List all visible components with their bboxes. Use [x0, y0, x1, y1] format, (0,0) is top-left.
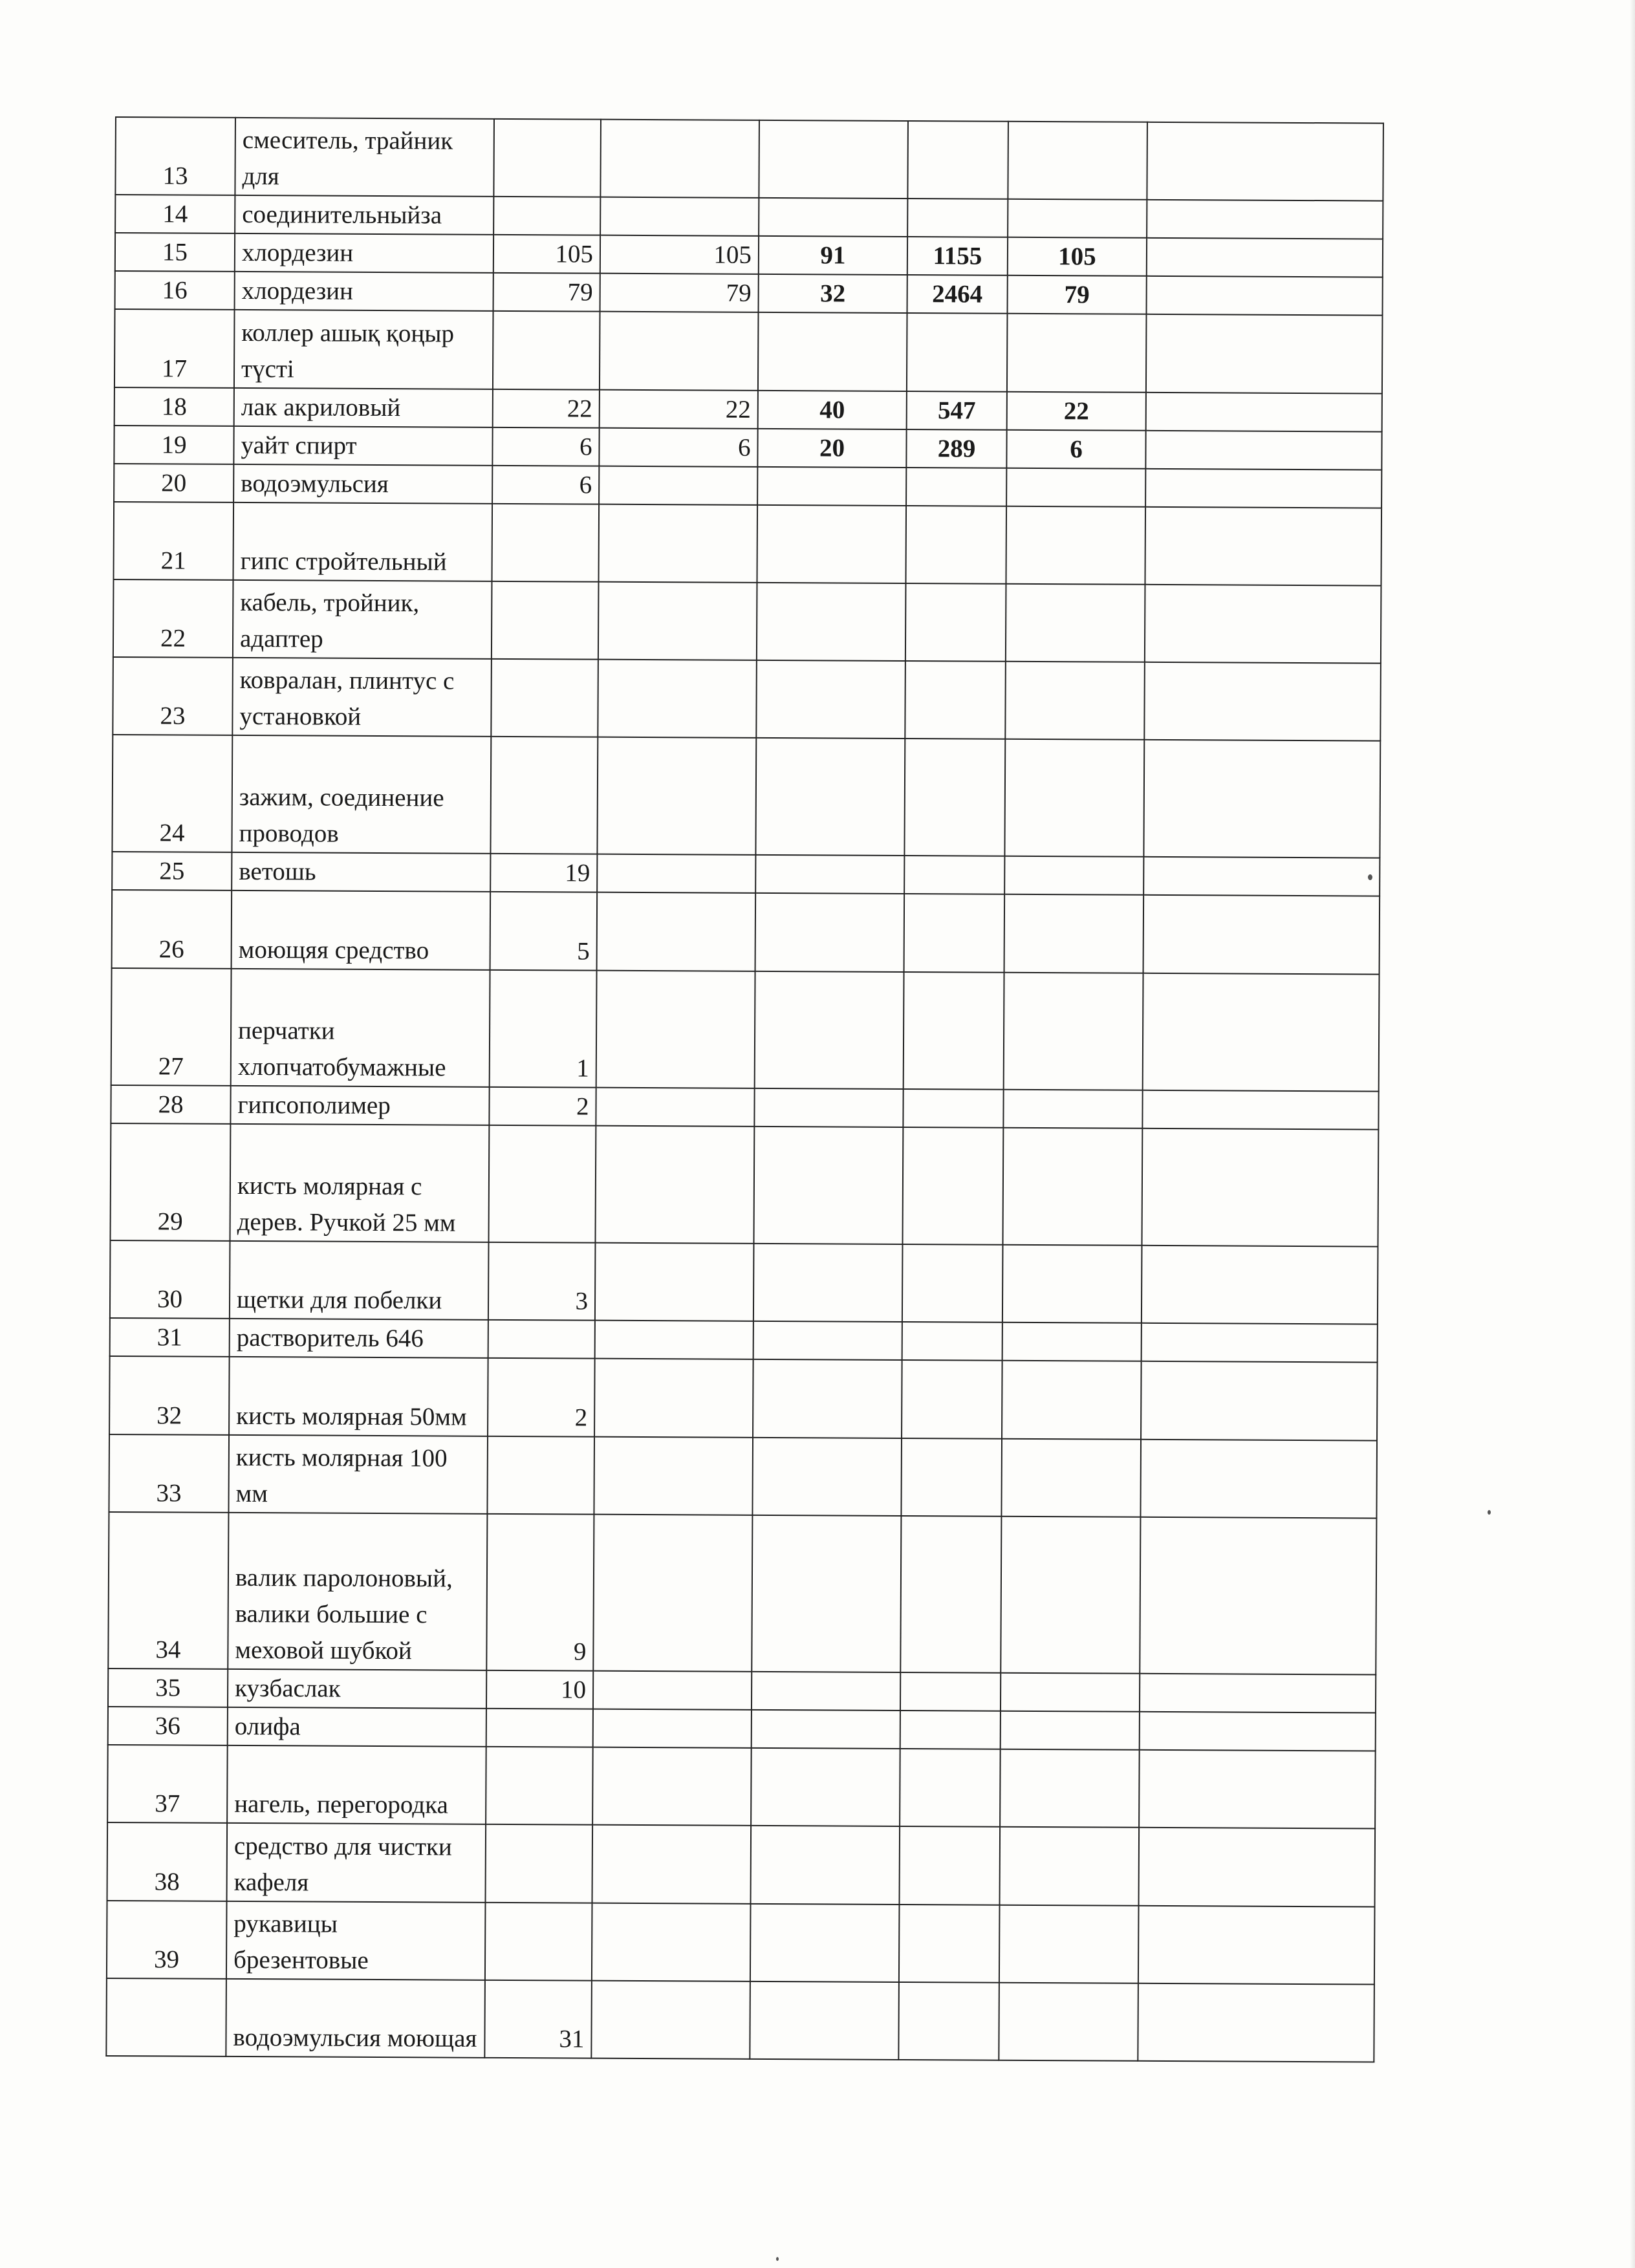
row-number-cell: 36: [108, 1707, 228, 1745]
value-cell-c1: [487, 1436, 594, 1514]
table-row: [108, 1669, 1376, 1713]
value-cell-c5: [1006, 468, 1145, 506]
row-number-cell: 37: [107, 1745, 228, 1823]
value-cell-c4: [902, 1127, 1003, 1245]
value-cell-c6: [1146, 392, 1382, 431]
value-cell-c5: [1005, 662, 1145, 740]
value-cell-c2: [594, 1359, 753, 1437]
table-row: [112, 735, 1380, 858]
value-cell-c1: 9: [486, 1514, 594, 1671]
value-cell-c1: [486, 1824, 593, 1903]
value-cell-c1: 105: [493, 235, 600, 274]
table-row: [110, 1240, 1378, 1324]
row-number-cell: 26: [112, 890, 232, 968]
value-cell-c2: [600, 312, 759, 390]
value-cell-c4: [899, 1904, 1000, 1982]
table-row: [112, 852, 1380, 896]
value-cell-c5: [1001, 1711, 1140, 1750]
table-row: [107, 1745, 1376, 1829]
value-cell-c3: [750, 1903, 900, 1982]
row-number-cell: 18: [114, 387, 234, 426]
item-name-cell: гипс стройтельный: [233, 502, 492, 581]
item-name-cell: коллер ашық қоңыр түсті: [234, 310, 493, 389]
row-number-cell: [106, 1978, 226, 2057]
value-cell-c2: [596, 970, 755, 1088]
value-cell-c6: [1138, 1983, 1374, 2062]
value-cell-c3: [755, 893, 905, 971]
value-cell-c2: [592, 1903, 751, 1981]
row-number-cell: 27: [111, 968, 232, 1086]
row-number-cell: 22: [113, 579, 233, 658]
value-cell-c1: 10: [486, 1670, 593, 1709]
value-cell-c5: [1002, 1245, 1142, 1323]
value-cell-c3: [750, 1982, 899, 2060]
value-cell-c3: [756, 660, 905, 739]
value-cell-c5: 6: [1006, 429, 1145, 468]
value-cell-c3: [755, 855, 904, 894]
scan-speck: [1368, 874, 1372, 880]
value-cell-c2: [593, 1514, 752, 1672]
value-cell-c4: [900, 1826, 1001, 1905]
value-cell-c6: [1142, 1323, 1378, 1363]
row-number-cell: 25: [112, 852, 232, 891]
table-row: [114, 464, 1381, 508]
value-cell-c1: 1: [490, 969, 597, 1087]
value-cell-c5: [1003, 1090, 1142, 1129]
table-body: [106, 117, 1383, 2062]
item-name-cell: ковралан, плинтус с установкой: [232, 658, 492, 737]
value-cell-c5: [1008, 122, 1147, 200]
value-cell-c2: [598, 660, 757, 738]
value-cell-c4: [904, 894, 1005, 972]
value-cell-c3: 32: [759, 274, 907, 313]
value-cell-c5: [1000, 1827, 1140, 1905]
value-cell-c1: [492, 504, 599, 582]
value-cell-c3: [757, 583, 906, 661]
row-number-cell: 35: [108, 1669, 228, 1707]
row-number-cell: 28: [111, 1085, 230, 1124]
value-cell-c6: [1146, 314, 1383, 393]
value-cell-c3: [754, 1088, 903, 1127]
value-cell-c3: [758, 312, 907, 391]
value-cell-c2: [595, 1243, 754, 1321]
value-cell-c3: [755, 971, 904, 1088]
value-cell-c3: 40: [758, 390, 907, 429]
value-cell-c3: 20: [757, 428, 906, 467]
item-name-cell: нагель, перегородка: [227, 1745, 486, 1824]
value-cell-c4: [905, 506, 1006, 584]
value-cell-c5: [999, 1982, 1138, 2060]
table-row: [111, 968, 1380, 1092]
table-row: [115, 233, 1383, 277]
value-cell-c2: [597, 892, 756, 971]
value-cell-c1: 3: [488, 1242, 596, 1321]
item-name-cell: водоэмульсия моющая: [226, 1979, 485, 2058]
scan-speck: [776, 2257, 779, 2261]
row-number-cell: 20: [114, 464, 233, 502]
value-cell-c4: [902, 1244, 1003, 1323]
value-cell-c2: [598, 582, 757, 660]
item-name-cell: валик паролоновый, валики большие с меховой шубкой: [228, 1513, 487, 1670]
item-name-cell: ветошь: [232, 852, 490, 892]
value-cell-c6: [1142, 1246, 1378, 1324]
value-cell-c6: [1142, 1129, 1378, 1247]
value-cell-c2: [596, 1088, 754, 1127]
item-name-cell: перчатки хлопчатобумажные: [231, 969, 490, 1087]
value-cell-c2: [593, 1671, 752, 1710]
item-name-cell: хлордезин: [235, 233, 493, 273]
value-cell-c2: 6: [599, 427, 757, 466]
value-cell-c5: [1002, 1323, 1142, 1361]
value-cell-c6: [1140, 1517, 1376, 1674]
value-cell-c6: [1147, 238, 1383, 277]
value-cell-c5: [1007, 314, 1147, 392]
value-cell-c3: [759, 120, 908, 199]
value-cell-c4: [904, 972, 1004, 1090]
value-cell-c4: [904, 856, 1004, 894]
value-cell-c2: [595, 1126, 754, 1244]
value-cell-c5: 22: [1007, 391, 1146, 430]
value-cell-c3: 91: [759, 236, 907, 275]
value-cell-c4: [900, 1516, 1001, 1673]
value-cell-c5: [1006, 584, 1145, 662]
value-cell-c6: [1147, 122, 1383, 201]
value-cell-c2: [592, 1747, 752, 1826]
scan-edge: [1630, 0, 1635, 2268]
value-cell-c1: 79: [493, 273, 600, 312]
value-cell-c5: 105: [1008, 237, 1147, 276]
value-cell-c6: [1139, 1828, 1376, 1906]
row-number-cell: 38: [107, 1822, 228, 1901]
value-cell-c1: 2: [489, 1087, 596, 1126]
value-cell-c4: [906, 468, 1006, 506]
value-cell-c4: [900, 1749, 1001, 1827]
value-cell-c6: [1147, 200, 1383, 239]
value-cell-c4: [900, 1711, 1001, 1749]
item-name-cell: соединительныйза: [235, 195, 493, 235]
table-row: [111, 1085, 1378, 1130]
value-cell-c6: [1141, 1361, 1378, 1440]
value-cell-c1: 19: [490, 854, 597, 892]
value-cell-c2: [598, 504, 757, 582]
value-cell-c6: [1139, 1750, 1376, 1829]
value-cell-c2: [592, 1825, 752, 1903]
value-cell-c5: [1001, 1516, 1140, 1673]
item-name-cell: зажим, соединение проводов: [232, 735, 491, 854]
item-name-cell: уайт спирт: [233, 426, 492, 465]
table-row: [111, 1123, 1379, 1247]
item-name-cell: олифа: [228, 1707, 486, 1747]
value-cell-c5: [1000, 1749, 1140, 1828]
value-cell-c4: [901, 1438, 1002, 1517]
value-cell-c2: [599, 466, 757, 504]
value-cell-c1: 5: [490, 892, 598, 970]
row-number-cell: 34: [108, 1512, 228, 1669]
value-cell-c6: [1142, 1090, 1378, 1130]
table-row: [107, 1822, 1376, 1906]
value-cell-c4: 1155: [907, 237, 1008, 275]
value-cell-c1: [488, 1320, 595, 1359]
row-number-cell: 30: [110, 1240, 230, 1319]
row-number-cell: 19: [114, 426, 233, 464]
table-row: [109, 1356, 1378, 1440]
value-cell-c6: [1140, 1712, 1376, 1751]
table-row: [109, 1434, 1377, 1518]
value-cell-c5: 79: [1008, 275, 1147, 314]
value-cell-c5: [1004, 894, 1144, 973]
value-cell-c1: 2: [488, 1358, 595, 1436]
value-cell-c2: [597, 854, 755, 893]
value-cell-c2: [595, 1321, 753, 1359]
value-cell-c3: [752, 1672, 900, 1711]
row-number-cell: 15: [115, 233, 235, 272]
row-number-cell: 23: [113, 657, 233, 735]
table-row: [115, 195, 1383, 239]
value-cell-c4: [907, 121, 1008, 199]
value-cell-c3: [753, 1244, 903, 1322]
value-cell-c6: [1145, 430, 1381, 470]
table-row: [115, 271, 1383, 316]
item-name-cell: кисть молярная с дерев. Ручкой 25 мм: [230, 1124, 490, 1242]
value-cell-c1: [486, 1747, 593, 1825]
value-cell-c5: [1004, 739, 1144, 857]
value-cell-c6: [1140, 1439, 1377, 1518]
value-cell-c6: [1147, 276, 1383, 316]
value-cell-c1: [493, 311, 600, 389]
item-name-cell: моющяя средство: [232, 891, 491, 969]
item-name-cell: кабель, тройник, адаптер: [233, 580, 492, 659]
row-number-cell: 31: [110, 1318, 230, 1357]
value-cell-c4: [903, 1089, 1003, 1128]
value-cell-c5: [1001, 1673, 1140, 1712]
value-cell-c5: [1008, 199, 1147, 238]
value-cell-c6: [1145, 585, 1381, 664]
value-cell-c3: [753, 1359, 902, 1438]
item-name-cell: кисть молярная 100 мм: [228, 1434, 488, 1513]
table-row: [113, 657, 1381, 741]
value-cell-c5: [999, 1905, 1139, 1983]
value-cell-c3: [751, 1748, 900, 1826]
table-row: [114, 502, 1382, 586]
item-name-cell: средство для чистки кафеля: [227, 1823, 486, 1902]
table-row: [113, 579, 1381, 664]
value-cell-c4: [904, 739, 1005, 856]
item-name-cell: щетки для побелки: [230, 1241, 489, 1320]
value-cell-c6: [1144, 662, 1381, 741]
value-cell-c1: [490, 737, 598, 854]
value-cell-c5: [1004, 972, 1143, 1090]
value-cell-c1: 6: [492, 465, 599, 504]
row-number-cell: 33: [109, 1434, 229, 1513]
value-cell-c6: [1138, 1905, 1375, 1984]
value-cell-c1: [491, 659, 598, 737]
value-cell-c1: [485, 1902, 592, 1980]
table-row: [107, 1900, 1375, 1984]
item-name-cell: гипсополимер: [230, 1086, 489, 1125]
value-cell-c2: [591, 1980, 750, 2059]
row-number-cell: 39: [107, 1900, 227, 1978]
value-cell-c3: [753, 1127, 903, 1244]
table-row: [110, 1318, 1378, 1363]
value-cell-c3: [757, 505, 906, 583]
value-cell-c3: [752, 1710, 900, 1749]
row-number-cell: 14: [115, 195, 235, 233]
row-number-cell: 24: [112, 735, 232, 852]
value-cell-c5: [1004, 856, 1143, 895]
value-cell-c4: [898, 1982, 999, 2060]
row-number-cell: 16: [115, 271, 235, 310]
value-cell-c5: [1006, 506, 1145, 584]
value-cell-c5: [1002, 1361, 1142, 1439]
scan-speck: [1488, 1510, 1491, 1515]
value-cell-c2: [600, 197, 759, 236]
value-cell-c4: [905, 661, 1006, 739]
value-cell-c6: [1143, 895, 1380, 974]
item-name-cell: растворитель 646: [230, 1319, 488, 1358]
value-cell-c6: [1145, 506, 1381, 585]
value-cell-c1: [488, 1125, 596, 1243]
value-cell-c4: 547: [907, 391, 1007, 429]
value-cell-c1: 31: [484, 1980, 592, 2058]
table-row: [108, 1512, 1376, 1675]
value-cell-c3: [752, 1515, 901, 1672]
value-cell-c6: [1143, 973, 1380, 1091]
item-name-cell: лак акриловый: [234, 387, 493, 427]
table-row: [115, 117, 1383, 201]
value-cell-c1: [493, 119, 601, 197]
item-name-cell: водоэмульсия: [233, 464, 492, 504]
value-cell-c6: [1140, 1674, 1376, 1713]
value-cell-c4: [907, 313, 1008, 391]
value-cell-c1: [486, 1709, 593, 1747]
value-cell-c2: 22: [600, 389, 758, 428]
value-cell-c1: 22: [493, 389, 600, 427]
item-name-cell: смеситель, трайник для: [235, 118, 494, 197]
row-number-cell: 29: [111, 1123, 231, 1241]
table-row: [106, 1978, 1374, 2062]
value-cell-c4: 2464: [907, 275, 1008, 314]
value-cell-c1: [493, 197, 600, 235]
value-cell-c2: [600, 120, 759, 198]
row-number-cell: 17: [114, 309, 235, 387]
value-cell-c4: [902, 1360, 1002, 1438]
table-row: [112, 890, 1380, 974]
value-cell-c3: [753, 1321, 902, 1360]
row-number-cell: 13: [115, 117, 235, 195]
value-cell-c3: [755, 738, 905, 856]
value-cell-c3: [757, 466, 906, 505]
value-cell-c2: [594, 1436, 753, 1515]
table-row: [114, 426, 1381, 470]
value-cell-c3: [759, 198, 907, 237]
row-number-cell: 21: [114, 502, 234, 580]
value-cell-c4: [902, 1322, 1002, 1361]
item-name-cell: рукавицы брезентовые: [226, 1901, 486, 1980]
table-row: [114, 309, 1383, 393]
value-cell-c3: [752, 1437, 902, 1515]
value-cell-c2: 105: [600, 235, 759, 274]
value-cell-c2: [597, 737, 756, 855]
value-cell-c2: [593, 1709, 752, 1748]
value-cell-c4: [907, 199, 1008, 237]
item-name-cell: кисть молярная 50мм: [229, 1357, 488, 1436]
value-cell-c6: [1143, 740, 1380, 858]
table-row: [108, 1707, 1376, 1751]
value-cell-c1: 6: [492, 427, 599, 466]
value-cell-c2: 79: [600, 274, 759, 312]
value-cell-c5: [1002, 1128, 1142, 1246]
table-row: [114, 387, 1382, 431]
item-name-cell: хлордезин: [235, 272, 493, 311]
value-cell-c1: [492, 581, 599, 660]
value-cell-c4: 289: [906, 429, 1006, 468]
value-cell-c4: [905, 583, 1006, 662]
value-cell-c3: [751, 1826, 900, 1904]
value-cell-c6: [1145, 468, 1381, 508]
value-cell-c4: [900, 1672, 1001, 1711]
value-cell-c6: [1143, 857, 1380, 896]
row-number-cell: 32: [109, 1356, 230, 1434]
item-name-cell: кузбаслак: [228, 1669, 486, 1709]
materials-table: [105, 116, 1384, 2063]
value-cell-c5: [1001, 1438, 1141, 1517]
